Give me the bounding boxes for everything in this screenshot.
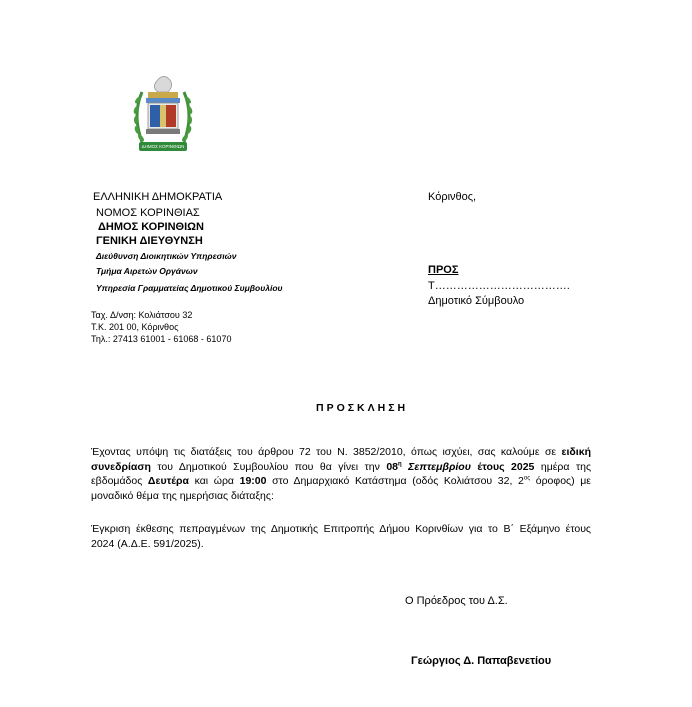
header-country: ΕΛΛΗΝΙΚΗ ΔΗΜΟΚΡΑΤΙΑ [93, 191, 223, 203]
address-postal: Τ.Κ. 201 00, Κόρινθος [91, 322, 179, 332]
document-title: ΠΡΟΣΚΛΗΣΗ [316, 402, 409, 414]
paragraph-line-2: συνεδρίαση του Δημοτικού Συμβουλίου που θα γίνει την $08^\eta$ Σεπτεμβρίου έτους 2025 ημέρα της [91, 460, 591, 473]
paragraph-line-3: εβδομάδος Δευτέρα και ώρα 19:00 στο Δημαρχιακό Κατάστημα (οδός Κολιάτσου 32, $2^{o\varsigma}$ όροφος) με [91, 475, 591, 487]
invitation-paragraph [91, 445, 591, 503]
agenda-line-2: 2024 (Α.Δ.Ε. 591/2025). [91, 537, 204, 550]
header-department: Τμήμα Αιρετών Οργάνων [96, 266, 198, 276]
to-label: ΠΡΟΣ [428, 264, 459, 276]
city-date: Κόρινθος, [428, 191, 477, 203]
to-name-line: Τ………………………………. [428, 280, 570, 292]
paragraph-line-1: Έχοντας υπόψη τις διατάξεις του άρθρου 72 του Ν. 3852/2010, όπως ισχύει, σας καλούμε σε ειδική [91, 446, 591, 458]
emblem-banner: ΔΗΜΟΣ ΚΟΡΙΝΘΙΩΝ [139, 142, 187, 151]
header-general-directorate: ΓΕΝΙΚΗ ΔΙΕΥΘΥΝΣΗ [96, 235, 203, 247]
address-street: Ταχ. Δ/νση: Κολιάτσου 32 [91, 310, 193, 320]
header-prefecture: ΝΟΜΟΣ ΚΟΡΙΝΘΙΑΣ [96, 207, 200, 219]
address-phone: Τηλ.: 27413 61001 - 61068 - 61070 [91, 334, 232, 344]
header-service: Υπηρεσία Γραμματείας Δημοτικού Συμβουλίου [96, 283, 283, 293]
agenda-paragraph [91, 522, 591, 551]
municipality-emblem [128, 70, 198, 160]
paragraph-line-4: μοναδικό θέμα της ημερήσιας διάταξης: [91, 489, 274, 502]
header-municipality: ΔΗΜΟΣ ΚΟΡΙΝΘΙΩΝ [98, 221, 204, 233]
signature-name: Γεώργιος Δ. Παπαβενετίου [411, 655, 552, 667]
signature-role: Ο Πρόεδρος του Δ.Σ. [405, 595, 508, 607]
agenda-line-1: Έγκριση έκθεσης πεπραγμένων της Δημοτικής Επιτροπής Δήμου Κορινθίων για το Β΄ Εξάμηνο έτους [91, 523, 591, 535]
header-directorate: Διεύθυνση Διοικητικών Υπηρεσιών [96, 251, 237, 261]
to-recipient: Δημοτικό Σύμβουλο [428, 295, 525, 307]
